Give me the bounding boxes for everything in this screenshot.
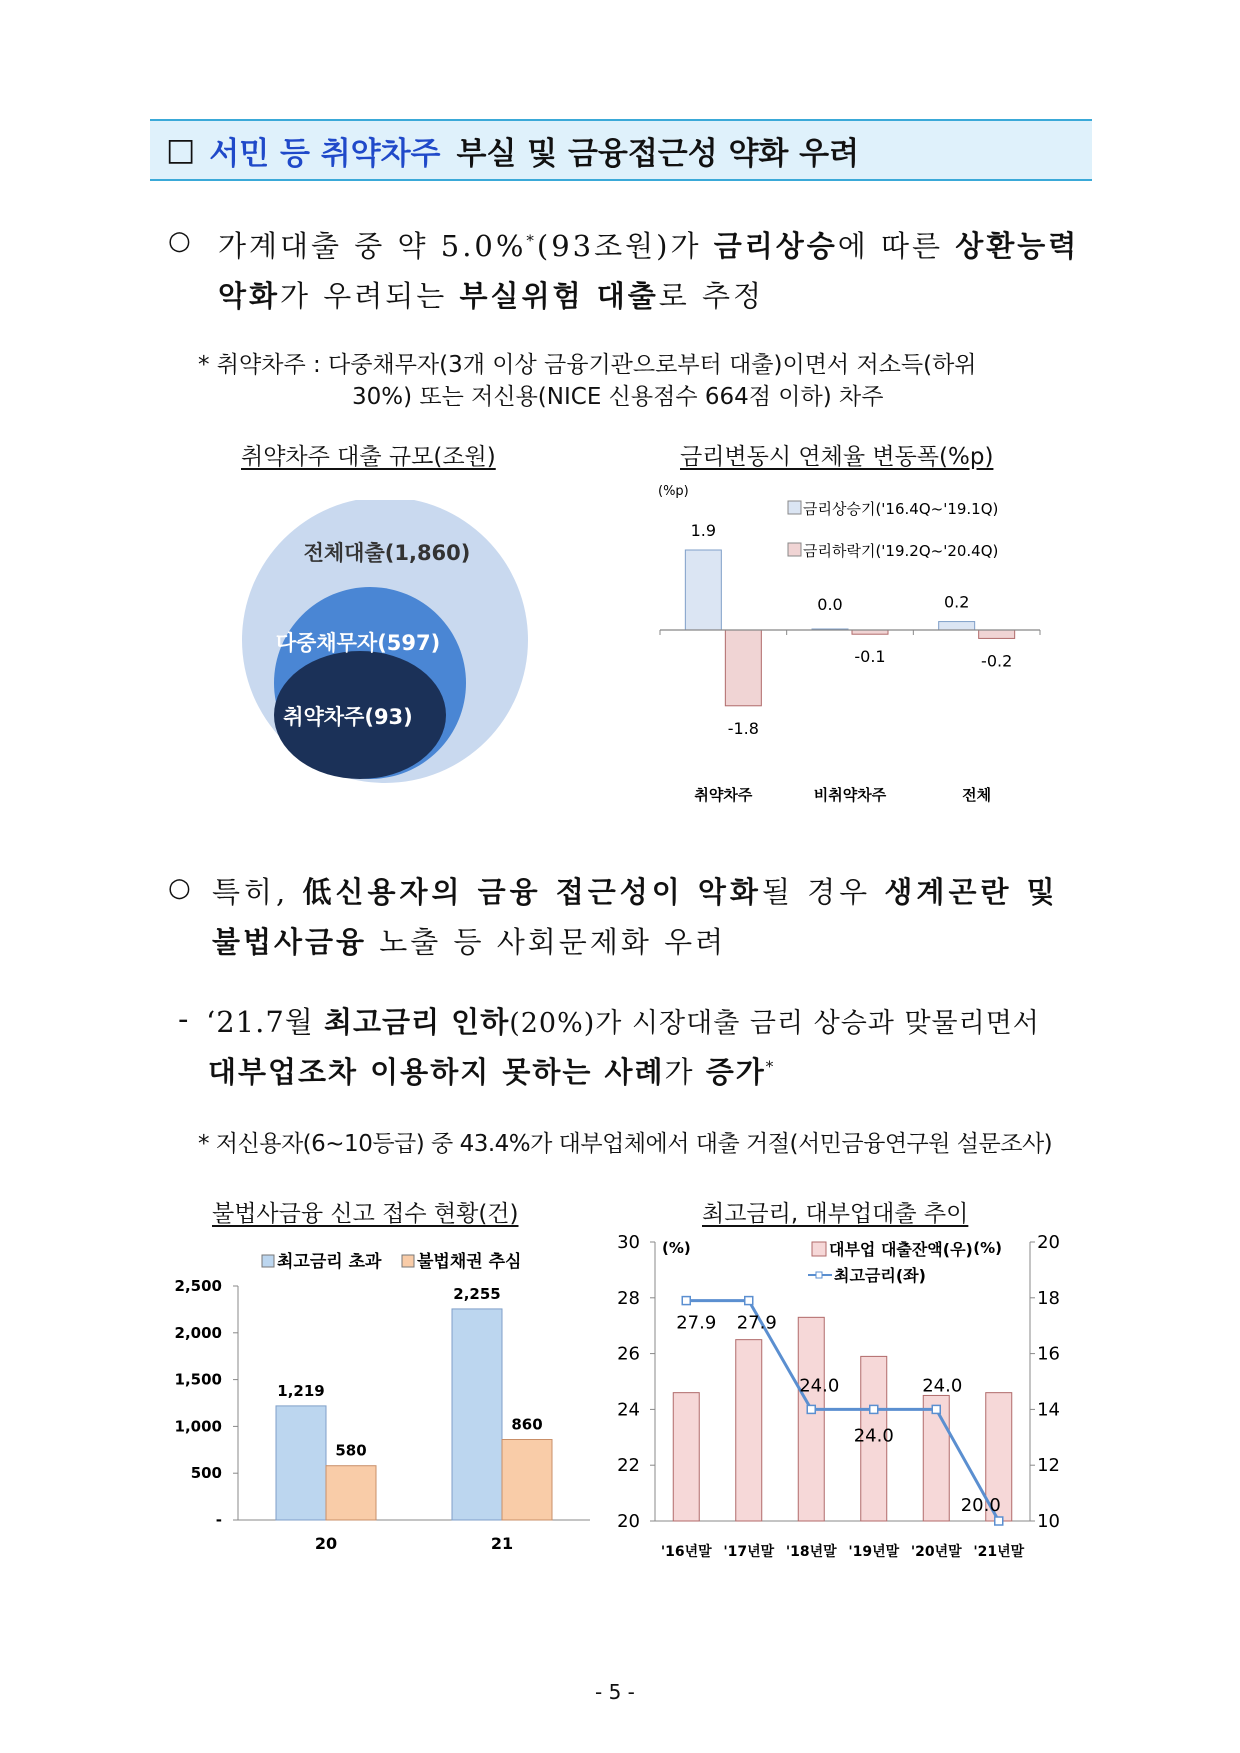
chart3-right-tick-label: 12 [1037,1455,1060,1477]
chart3-left-tick-label: 26 [617,1343,640,1365]
chart2-svg [170,1240,600,1570]
chart3-line-label: 24.0 [853,1425,894,1447]
chart1-category-label: 취약차주 [694,786,753,804]
chart3-category-label: '18년말 [785,1544,837,1560]
venn-title: 취약차주 대출 규모(조원) [241,444,496,470]
chart3-left-tick-label: 22 [617,1455,640,1477]
chart3-line-point [995,1517,1003,1525]
chart3-bar [673,1393,699,1521]
bullet2-line1: 특히, 低신용자의 금융 접근성이 악화될 경우 생계곤란 및 [212,875,1059,909]
chart2-data-label: 580 [335,1441,367,1460]
chart3-right-tick-label: 20 [1037,1232,1060,1253]
chart3-line-label: 27.9 [736,1312,777,1334]
chart1-category-label: 전체 [962,786,992,804]
chart2-data-label: 2,255 [453,1284,501,1303]
section-header [150,119,1092,181]
chart3-right-tick-label: 16 [1037,1343,1060,1365]
chart3-right-tick-label: 14 [1037,1399,1060,1421]
checkbox-glyph: □ [166,132,196,168]
chart3-category-label: '21년말 [973,1544,1025,1560]
chart1-legend-label: 금리상승기('16.4Q~'19.1Q) [803,500,999,518]
chart2-legend-label: 불법채권 추심 [417,1252,522,1272]
chart1-unit-label: (%p) [658,484,689,499]
venn-diagram [240,500,530,790]
chart3-legend-bar-label: 대부업 대출잔액(우) [829,1240,973,1259]
chart1-legend-swatch [788,501,801,514]
chart3-svg [610,1230,1070,1570]
chart3-line-label: 27.9 [676,1312,717,1334]
bullet2-marker: ○ [168,873,191,903]
chart2-data-label: 860 [511,1415,543,1434]
chart3-right-unit: (%) [973,1239,1002,1257]
chart1-legend-label: 금리하락기('19.2Q~'20.4Q) [803,542,999,560]
chart3-category-label: '19년말 [848,1544,900,1560]
chart3-bar [923,1395,949,1521]
section-title: 부실 및 금융접근성 약화 우려 [456,135,860,172]
chart1-data-label: -1.8 [727,718,759,738]
chart3-line [686,1301,999,1521]
chart3-title: 최고금리, 대부업대출 추이 [702,1201,969,1227]
chart2-ytick-label: 2,000 [174,1323,222,1342]
chart2-category-label: 21 [490,1534,514,1553]
chart3-line-label: 24.0 [922,1375,963,1397]
chart3-bar [736,1340,762,1521]
note1-line2: 30%) 또는 저신용(NICE 신용점수 664점 이하) 차주 [352,384,884,410]
chart1-data-label: -0.2 [981,651,1013,671]
bullet2-line2: 불법사금융 노출 등 사회문제화 우려 [212,925,727,959]
bullet1-line2: 악화가 우려되는 부실위험 대출로 추정 [218,279,764,313]
chart3-line-label: 24.0 [799,1375,840,1397]
chart3-line-point [932,1405,940,1413]
venn-inner-label: 취약차주(93) [283,705,413,729]
bullet1-line1: 가계대출 중 약 5.0%*(93조원)가 금리상승에 따른 상환능력 [218,229,1080,263]
chart3-legend-bar-swatch [812,1242,826,1256]
chart3-legend-line-marker [816,1272,822,1278]
chart2-ytick-label: 2,500 [174,1277,222,1295]
chart1-bar [852,630,888,634]
chart3-bar [798,1317,824,1521]
chart2-ytick-label: - [215,1511,222,1529]
dash1-line2: 대부업조차 이용하지 못하는 사례가 증가* [208,1055,776,1089]
chart2-ytick-label: 1,500 [174,1370,222,1389]
chart1-legend-swatch [788,543,801,556]
chart3-left-tick-label: 20 [617,1511,640,1532]
chart3-line-point [745,1297,753,1305]
chart3-right-tick-label: 18 [1037,1287,1060,1309]
chart2-category-label: 20 [314,1534,338,1553]
chart3-left-tick-label: 30 [617,1232,640,1253]
chart1-data-label: 0.0 [817,595,843,614]
chart1-data-label: 1.9 [690,521,717,540]
chart3-category-label: '16년말 [660,1544,712,1560]
chart1-bar [725,630,761,706]
chart2-data-label: 1,219 [277,1381,325,1400]
chart1-bar [979,630,1015,638]
chart3-left-tick-label: 24 [617,1399,640,1421]
chart2-title: 불법사금융 신고 접수 현황(건) [212,1201,519,1227]
chart1-svg [650,480,1050,810]
chart2-bar [276,1406,326,1520]
page-number: - 5 - [595,1680,635,1704]
chart3-left-tick-label: 28 [617,1287,640,1309]
bullet1-marker: ○ [168,226,191,256]
chart2-ytick-label: 500 [190,1464,222,1483]
section-title-highlight: 서민 등 취약차주 [209,135,441,172]
chart3-line-point [682,1297,690,1305]
chart3-line-point [807,1405,815,1413]
chart2-bar [326,1466,376,1520]
chart3-category-label: '20년말 [910,1544,962,1560]
chart2-legend-label: 최고금리 초과 [277,1252,382,1272]
chart2-legend-swatch [402,1255,414,1267]
dash1-marker: - [178,1002,189,1036]
chart2-bar [452,1309,502,1520]
chart3-category-label: '17년말 [723,1544,775,1560]
chart2-ytick-label: 1,000 [174,1417,222,1436]
dash1-line1: ‘21.7월 최고금리 인하(20%)가 시장대출 금리 상승과 맞물리면서 [206,1005,1040,1039]
chart3-left-unit: (%) [662,1239,691,1257]
note1-line1: * 취약차주 : 다중채무자(3개 이상 금융기관으로부터 대출)이면서 저소득(하위 [198,352,977,378]
venn-outer-label: 전체대출(1,860) [303,541,471,565]
chart1-title: 금리변동시 연체율 변동폭(%p) [680,444,994,470]
chart1-data-label: 0.2 [943,592,970,612]
chart1-category-label: 비취약차주 [813,786,887,804]
chart1-data-label: -0.1 [854,647,886,667]
chart1-bar [685,550,721,630]
chart3-right-tick-label: 10 [1037,1511,1060,1532]
chart1-bar [939,622,975,630]
chart2-legend-swatch [262,1255,274,1267]
chart3-line-point [870,1405,878,1413]
chart3-line-label: 20.0 [960,1495,1001,1516]
note2-line1: * 저신용자(6~10등급) 중 43.4%가 대부업체에서 대출 거절(서민금융연구원 설문조사) [198,1131,1053,1157]
venn-middle-label: 다중채무자(597) [275,631,441,655]
chart2-bar [502,1440,552,1520]
chart3-legend-line-label: 최고금리(좌) [834,1266,926,1285]
